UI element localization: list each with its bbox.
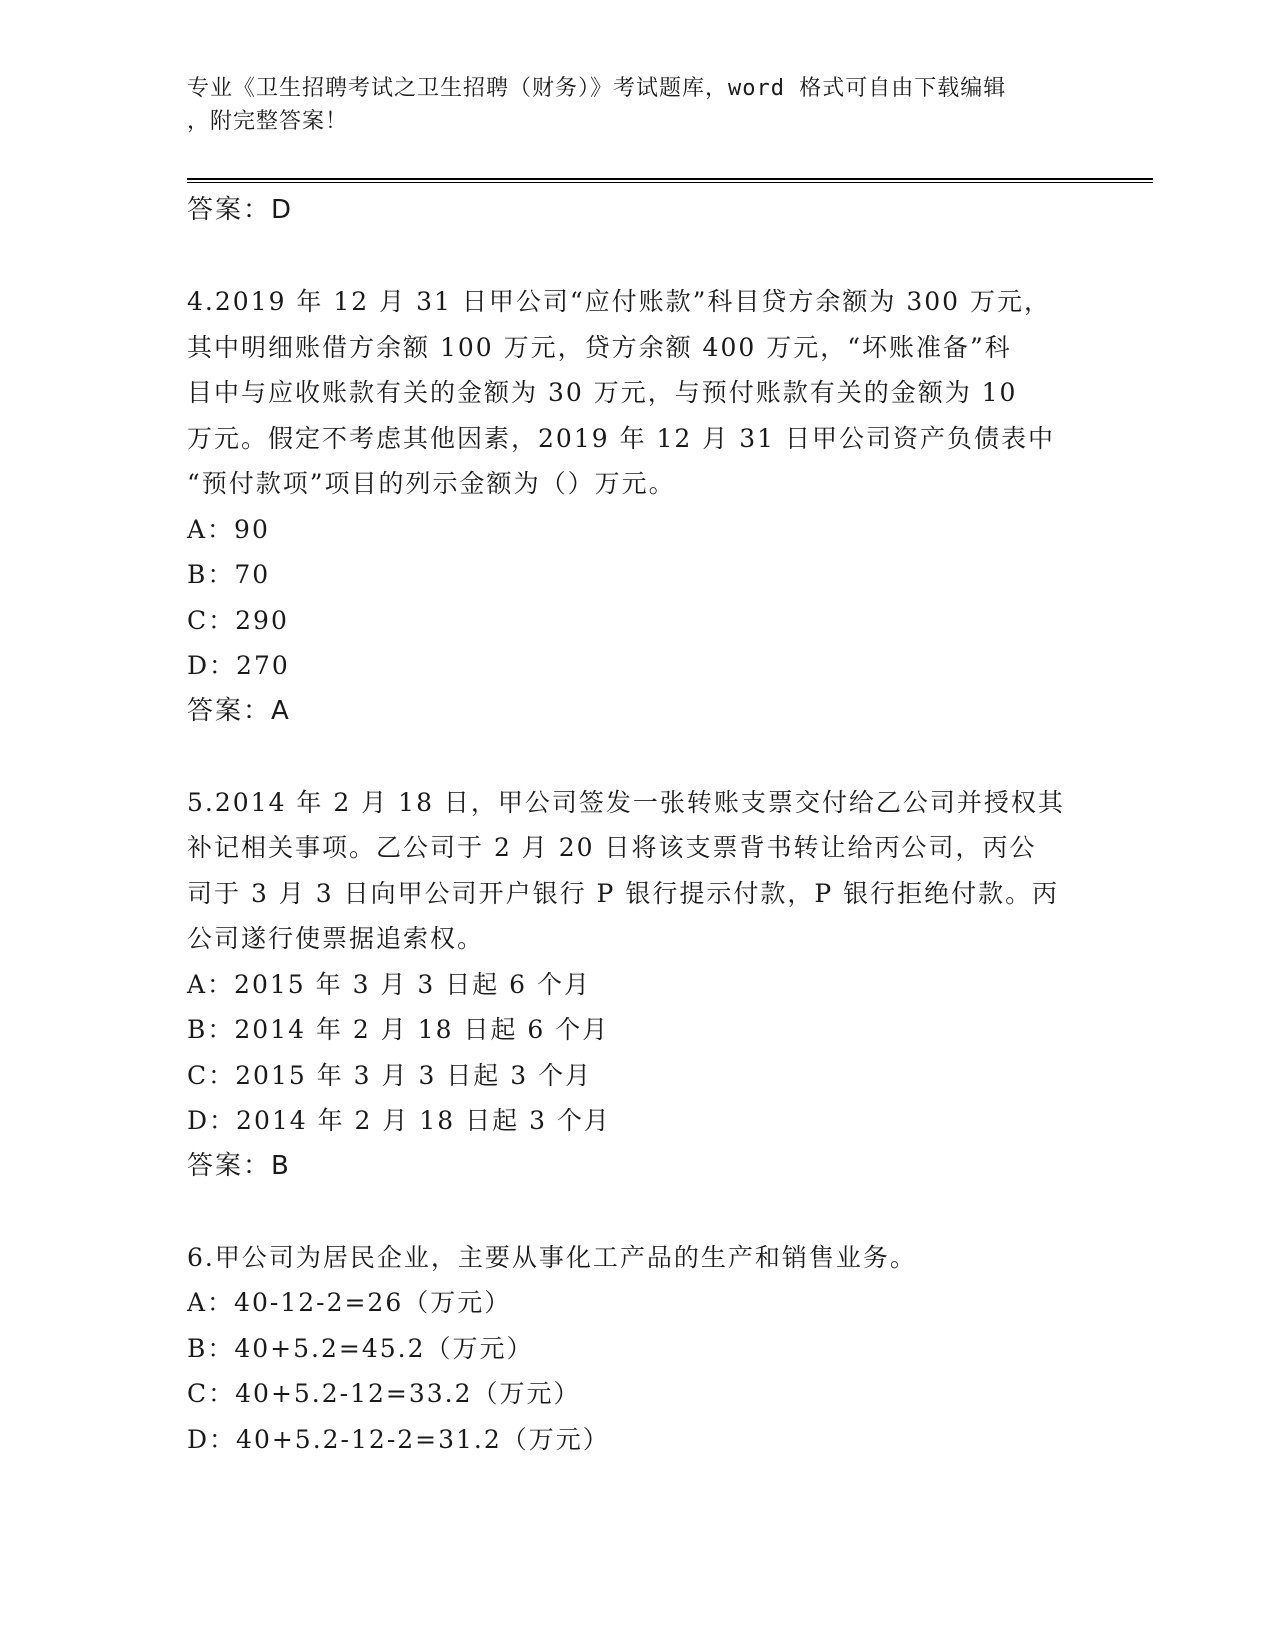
question-stem-line: 4.2019 年 12 月 31 日甲公司“应付账款”科目贷方余额为 300 万元， — [187, 287, 1052, 316]
header-divider — [187, 178, 1153, 183]
document-header — [187, 72, 1087, 138]
header-line-2: ，附完整答案！ — [187, 109, 349, 134]
question-stem-line: 6.甲公司为居民企业，主要从事化工产品的生产和销售业务。 — [187, 1242, 917, 1272]
question-stem-line: 目中与应收账款有关的金额为 30 万元，与预付账款有关的金额为 10 — [187, 378, 1018, 407]
option-a: A：90 — [187, 514, 270, 544]
option-b: B：2014 年 2 月 18 日起 6 个月 — [187, 1015, 610, 1044]
question-4 — [187, 279, 1087, 734]
option-c: C：40+5.2-12=33.2（万元） — [187, 1379, 581, 1408]
option-c: C：2015 年 3 月 3 日起 3 个月 — [187, 1060, 593, 1090]
answer: 答案：A — [187, 695, 291, 726]
spacer — [187, 234, 1087, 280]
question-stem-line: 5.2014 年 2 月 18 日，甲公司签发一张转账支票交付给乙公司并授权其 — [187, 787, 1065, 817]
spacer — [187, 1189, 1087, 1235]
answer: 答案：B — [187, 1150, 291, 1181]
option-d: D：40+5.2-12-2=31.2（万元） — [187, 1424, 610, 1454]
answer-prev: 答案：D — [187, 195, 294, 225]
question-stem-line: 补记相关事项。乙公司于 2 月 20 日将该支票背书转让给丙公司，丙公 — [187, 833, 1037, 862]
option-d: D：2014 年 2 月 18 日起 3 个月 — [187, 1106, 611, 1135]
option-c: C：290 — [187, 605, 289, 635]
document-body — [187, 188, 1087, 1462]
question-6 — [187, 1235, 1087, 1463]
question-stem-line: 司于 3 月 3 日向甲公司开户银行 P 银行提示付款，P 银行拒绝付款。丙 — [187, 878, 1060, 908]
option-d: D：270 — [187, 651, 290, 680]
spacer — [187, 734, 1087, 780]
question-stem-line: “预付款项”项目的列示金额为（）万元。 — [187, 469, 676, 498]
option-b: B：70 — [187, 560, 271, 589]
question-stem-line: 万元。假定不考虑其他因素，2019 年 12 月 31 日甲公司资产负债表中 — [187, 423, 1055, 453]
question-5 — [187, 780, 1087, 1190]
question-stem-line: 其中明细账借方余额 100 万元，贷方余额 400 万元，“坏账准备”科 — [187, 332, 1012, 362]
option-a: A：2015 年 3 月 3 日起 6 个月 — [187, 969, 592, 999]
header-line-1: 专业《卫生招聘考试之卫生招聘（财务）》考试题库，word 格式可自由下载编辑 — [187, 76, 1007, 101]
question-stem-line: 公司遂行使票据追索权。 — [187, 924, 485, 953]
option-b: B：40+5.2=45.2（万元） — [187, 1333, 534, 1363]
option-a: A：40-12-2=26（万元） — [187, 1288, 512, 1317]
